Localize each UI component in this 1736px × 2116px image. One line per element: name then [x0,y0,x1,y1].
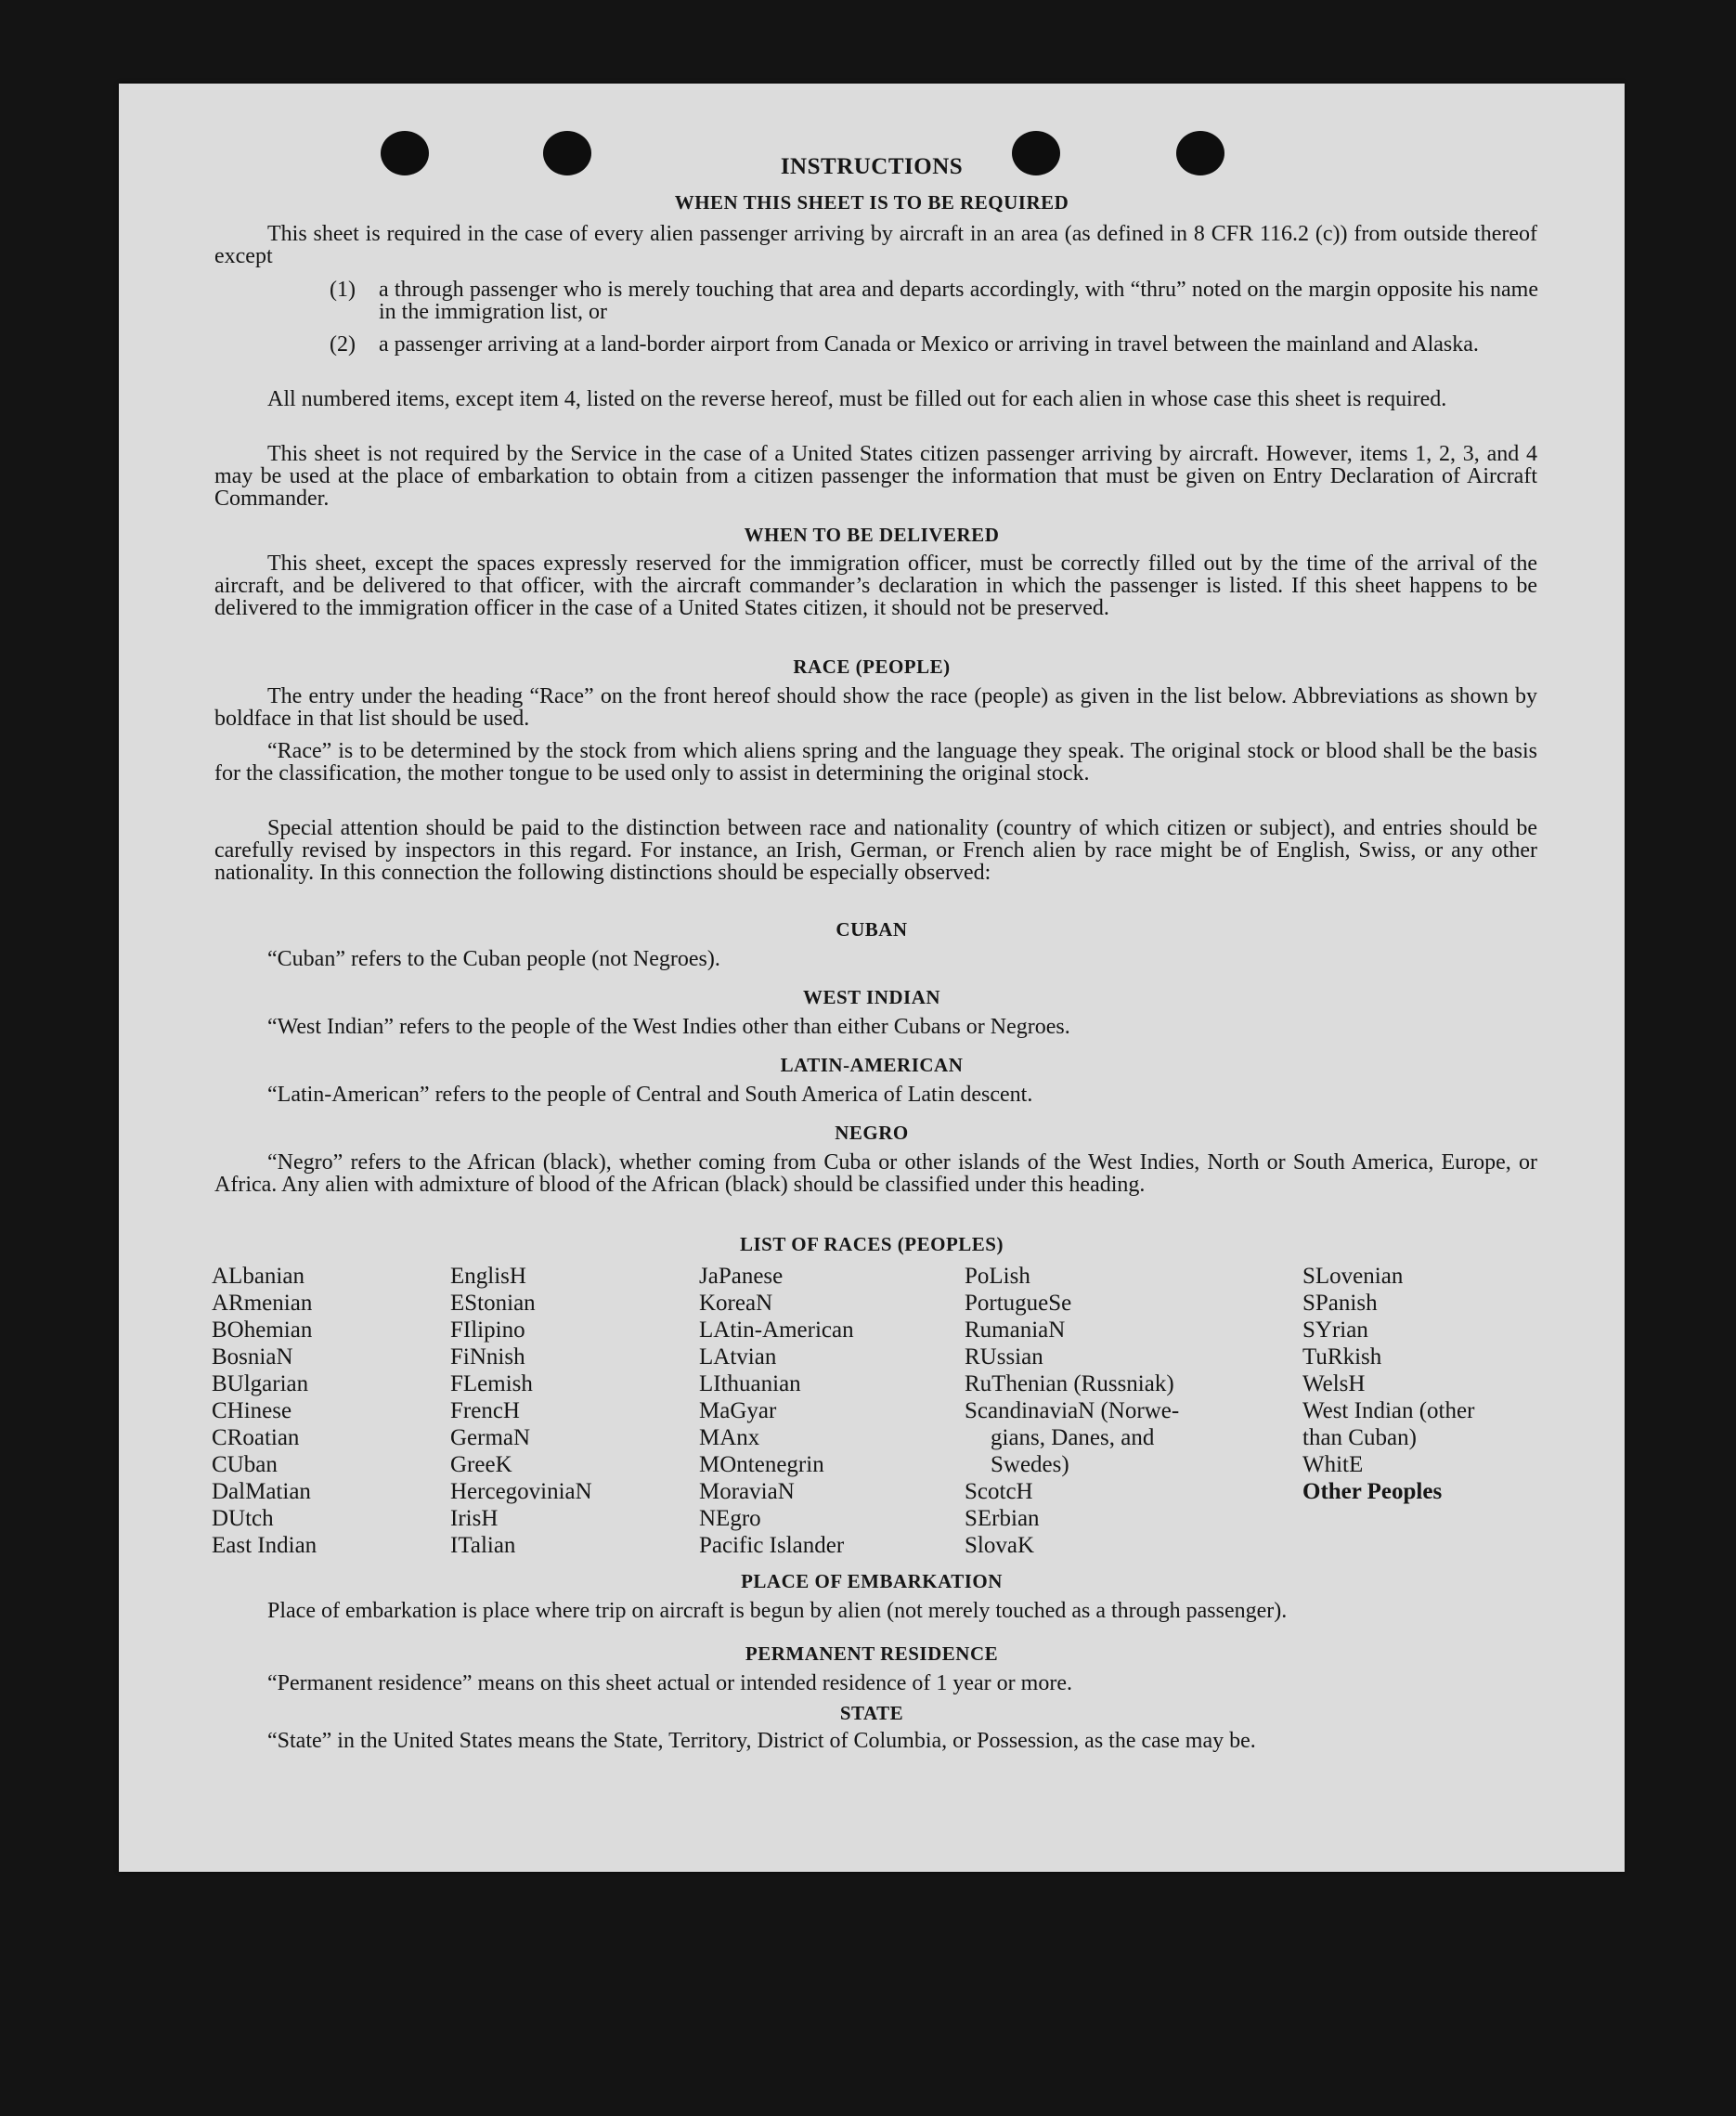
race-entry: LIthuanian [699,1371,801,1396]
race-entry: FiNnish [450,1344,525,1370]
latin-american-text: “Latin-American” refers to the people of Central and South America of Latin descent. [267,1083,1033,1107]
race-entry: CRoatian [212,1425,300,1450]
heading-west-indian: WEST INDIAN [802,986,941,1008]
races-column-1 [212,1263,317,1559]
document-page [119,84,1625,1872]
race-entry: West Indian (other [1302,1398,1475,1423]
state-text: “State” in the United States means the State, Territory, District of Columbia, or Possession, as the case may be. [267,1729,1256,1753]
race-entry: GreeK [450,1452,512,1477]
race-entry: ARmenian [212,1291,313,1316]
race-entry: BOhemian [212,1318,313,1343]
heading-state: STATE [839,1702,904,1724]
race-entry: SLovenian [1302,1264,1404,1289]
race-entry: gians, Danes, and [991,1425,1155,1450]
race-entry: FIlipino [450,1318,525,1343]
race-entry: LAtvian [699,1344,777,1370]
heading-embarkation: PLACE OF EMBARKATION [741,1570,1003,1592]
race-entry: RuThenian (Russniak) [965,1371,1174,1396]
intro-paragraph: This sheet is required in the case of every alien passenger arriving by aircraft in an area (as defined in 8 CFR 116.2 (c)) from outside thereof except [214,222,1537,268]
exception-item-2 [330,333,1538,356]
race-entry: NEgro [699,1506,761,1531]
race-entry: EStonian [450,1291,536,1316]
citizen-paragraph: This sheet is not required by the Service in the case of a United States citizen passenger arriving by aircraft. However, items 1, 2, 3, and 4 may be used at the place of embarkation to obtain from a citizen passenger the information that must be given on Entry Declaration of Aircraft Commander. [214,442,1537,511]
residence-text: “Permanent residence” means on this sheet actual or intended residence of 1 year or more. [267,1671,1072,1695]
race-entry: CHinese [212,1398,292,1423]
heading-residence: PERMANENT RESIDENCE [745,1642,999,1665]
race-entry: EnglisH [450,1264,526,1289]
race-entry: CUban [212,1452,278,1477]
race-entry: ITalian [450,1533,516,1558]
race-entry: ScandinaviaN (Norwe- [965,1398,1180,1423]
race-entry: than Cuban) [1302,1425,1417,1450]
race-entry: MaGyar [699,1398,777,1423]
race-entry: HercegoviniaN [450,1479,592,1504]
item-number: (2) [330,332,356,357]
delivered-paragraph: This sheet, except the spaces expressly reserved for the immigration officer, must be correctly filled out by the time of the arrival of the aircraft, and be delivered to that officer, with the aircraft commander’s declaration in which the passenger is listed. If this sheet happens to be delivered to the immigration officer in the case of a United States citizen, it should not be preserved. [214,552,1537,620]
race-entry: GermaN [450,1425,531,1450]
race-entry: ALbanian [212,1264,304,1289]
race-entry: PoLish [965,1264,1030,1289]
race-entry: SPanish [1302,1291,1378,1316]
races-column-5 [1302,1263,1474,1505]
race-entry: RumaniaN [965,1318,1066,1343]
heading-when-required: WHEN THIS SHEET IS TO BE REQUIRED [674,191,1069,214]
cuban-text: “Cuban” refers to the Cuban people (not Negroes). [267,947,720,971]
race-paragraph-3: Special attention should be paid to the distinction between race and nationality (country of which citizen or subject), and entries should be carefully revised by inspectors in this regard. For instance, an Irish, German, or French alien by race might be of English, Swiss, or any other nationality. In this connection the following distinctions should be especially observed: [214,816,1537,885]
race-entry: RUssian [965,1344,1043,1370]
heading-race: RACE (PEOPLE) [793,656,951,678]
heading-cuban: CUBAN [836,918,908,941]
race-entry: SlovaK [965,1533,1034,1558]
page-title: INSTRUCTIONS [780,154,964,179]
race-entry: MOntenegrin [699,1452,824,1477]
race-paragraph-2: “Race” is to be determined by the stock from which aliens spring and the language they speak. The original stock or blood shall be the basis for the classification, the mother tongue to be used only to assist in determining the original stock. [214,739,1537,785]
item-number: (1) [330,278,356,302]
race-entry: TuRkish [1302,1344,1382,1370]
race-entry: DUtch [212,1506,274,1531]
race-entry: FLemish [450,1371,533,1396]
race-entry: BosniaN [212,1344,293,1370]
races-column-2 [450,1263,592,1559]
item-text: a passenger arriving at a land-border airport from Canada or Mexico or arriving in travel between the mainland and Alaska. [379,332,1479,357]
race-paragraph-1: The entry under the heading “Race” on the front hereof should show the race (people) as given in the list below. Abbreviations as shown by boldface in that list should be used. [214,684,1537,731]
exception-item-1 [330,279,1538,323]
west-indian-text: “West Indian” refers to the people of the West Indies other than either Cubans or Negroes. [267,1015,1070,1039]
heading-when-delivered: WHEN TO BE DELIVERED [744,524,1000,546]
heading-negro: NEGRO [835,1122,909,1144]
heading-latin-american: LATIN-AMERICAN [780,1054,964,1076]
race-entry: MAnx [699,1425,760,1450]
race-entry: Swedes) [991,1452,1069,1477]
race-entry: Other Peoples [1302,1479,1443,1504]
race-entry: IrisH [450,1506,499,1531]
race-entry: BUlgarian [212,1371,309,1396]
race-entry: FrencH [450,1398,520,1423]
race-entry: LAtin-American [699,1318,854,1343]
race-entry: JaPanese [699,1264,784,1289]
race-entry: WelsH [1302,1371,1366,1396]
race-entry: Pacific Islander [699,1533,845,1558]
race-entry: KoreaN [699,1291,773,1316]
numbered-items-paragraph: All numbered items, except item 4, listed on the reverse hereof, must be filled out for each alien in whose case this sheet is required. [267,387,1447,411]
race-entry: MoraviaN [699,1479,795,1504]
race-entry: PortugueSe [965,1291,1072,1316]
item-text: a through passenger who is merely touching that area and departs accordingly, with “thru” noted on the margin opposite his name in the immigration list, or [379,278,1538,324]
race-entry: SErbian [965,1506,1040,1531]
race-entry: East Indian [212,1533,317,1558]
races-column-4 [965,1263,1179,1559]
races-column-3 [699,1263,854,1559]
race-entry: ScotcH [965,1479,1033,1504]
race-entry: DalMatian [212,1479,311,1504]
race-entry: WhitE [1302,1452,1364,1477]
race-entry: SYrian [1302,1318,1368,1343]
embarkation-text: Place of embarkation is place where trip on aircraft is begun by alien (not merely touched as a through passenger). [267,1599,1288,1623]
negro-text: “Negro” refers to the African (black), whether coming from Cuba or other islands of the West Indies, North or South America, Europe, or Africa. Any alien with admixture of blood of the African (black) should be classified under this heading. [214,1150,1537,1197]
heading-list-of-races: LIST OF RACES (PEOPLES) [740,1233,1004,1255]
